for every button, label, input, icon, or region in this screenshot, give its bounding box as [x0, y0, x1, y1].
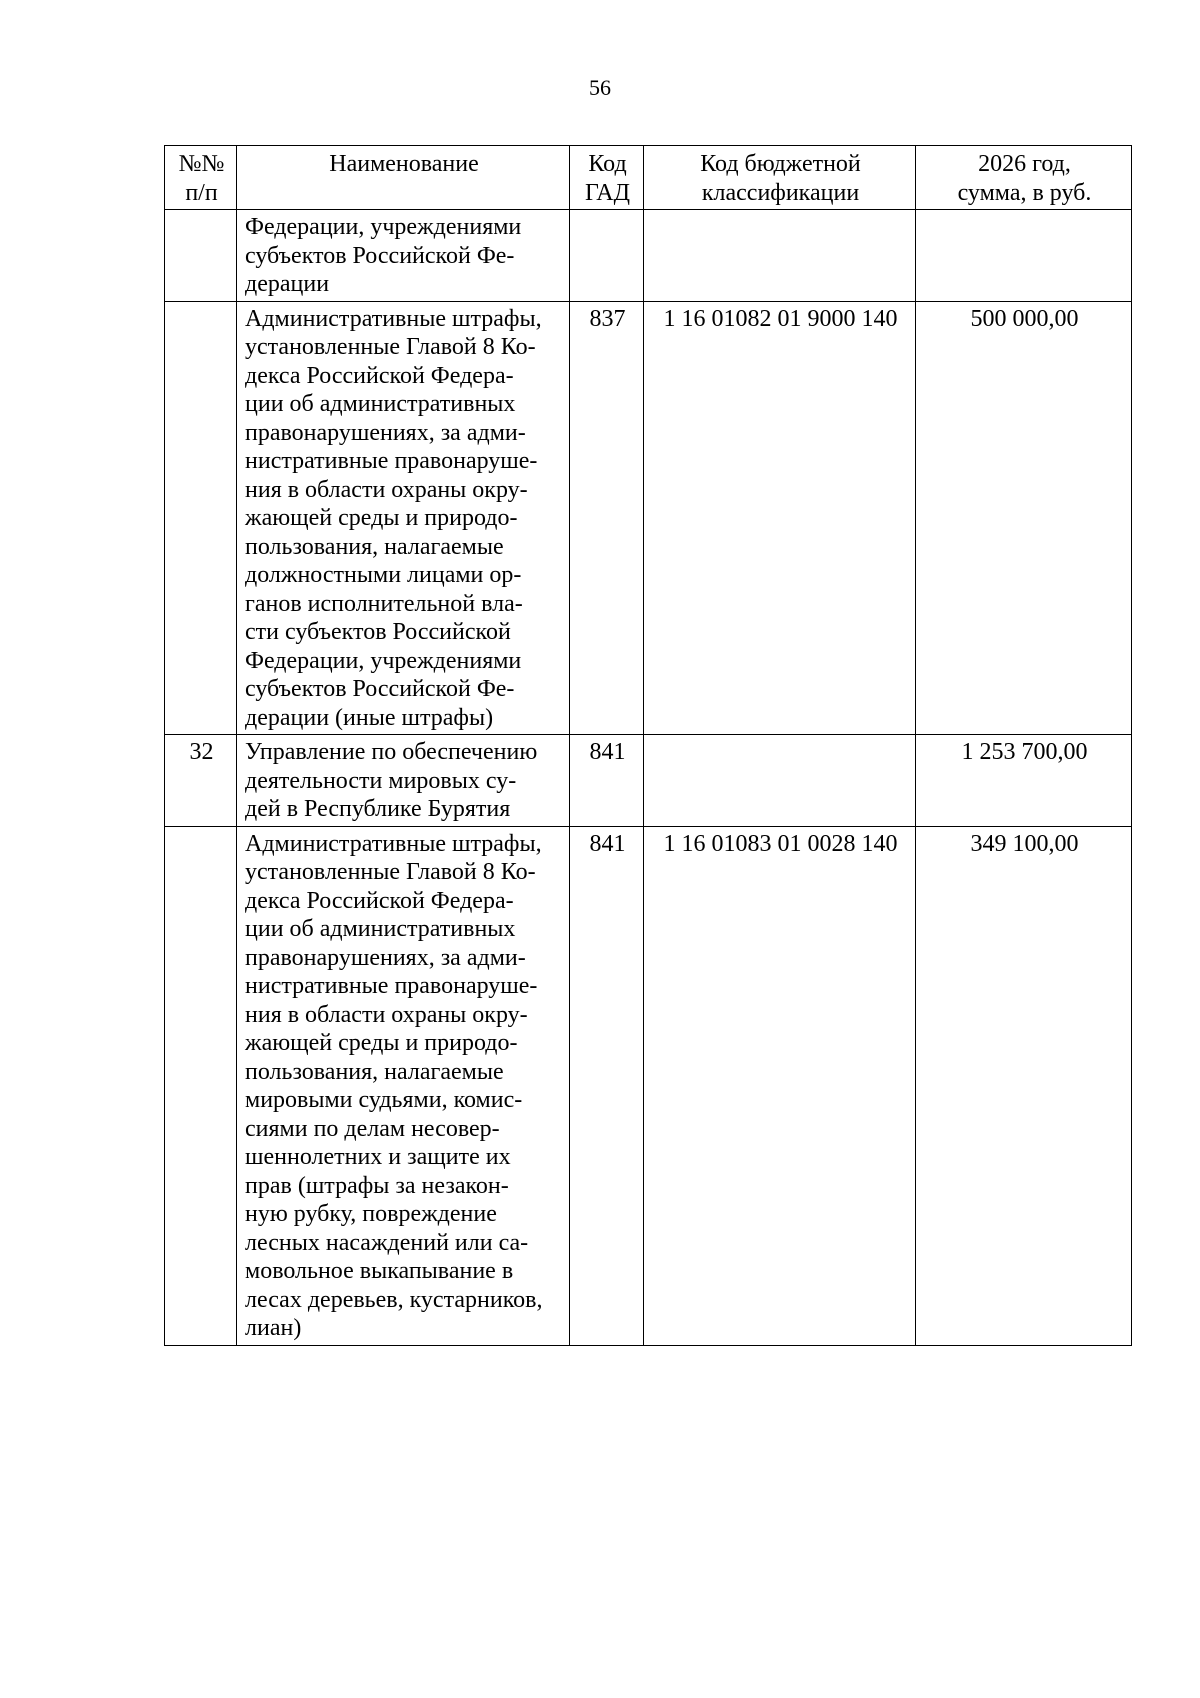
row-budget-code-cell: 1 16 01082 01 9000 140	[644, 301, 916, 735]
row-budget-code-cell	[644, 210, 916, 302]
row-sum-cell	[916, 210, 1132, 302]
row-sum-cell: 500 000,00	[916, 301, 1132, 735]
row-gad-cell: 837	[570, 301, 644, 735]
row-number-cell	[165, 826, 237, 1345]
header-row-number: №№ п/п	[165, 146, 237, 210]
table-row	[165, 826, 1132, 1345]
row-name-cell: Административные штрафы, установленные Главой 8 Ко- декса Российской Федера- ции об административных правонарушениях, за адми- нистративные правонаруше- ния в области охраны окру- жающей среды и природо- пользования, налагаемые мировыми судьями, комис- сиями по делам несовер- шеннолетних и защите их прав (штрафы за незакон- ную рубку, повреждение лесных насаждений или са- мовольное выкапывание в лесах деревьев, кустарников, лиан)	[237, 826, 570, 1345]
table-row	[165, 301, 1132, 735]
header-name: Наименование	[237, 146, 570, 210]
row-gad-cell: 841	[570, 826, 644, 1345]
row-sum-cell: 1 253 700,00	[916, 735, 1132, 827]
page-number: 56	[589, 75, 611, 100]
row-budget-code-cell: 1 16 01083 01 0028 140	[644, 826, 916, 1345]
table-header-row	[165, 146, 1132, 210]
row-number-cell: 32	[165, 735, 237, 827]
row-name-cell: Федерации, учреждениями субъектов Российской Фе- дерации	[237, 210, 570, 302]
budget-table	[164, 145, 1132, 1346]
row-gad-cell: 841	[570, 735, 644, 827]
header-sum-2026: 2026 год, сумма, в руб.	[916, 146, 1132, 210]
header-gad-code: Код ГАД	[570, 146, 644, 210]
row-sum-cell: 349 100,00	[916, 826, 1132, 1345]
row-budget-code-cell	[644, 735, 916, 827]
row-name-cell: Управление по обеспечению деятельности мировых су- дей в Республике Бурятия	[237, 735, 570, 827]
table-row	[165, 735, 1132, 827]
row-number-cell	[165, 210, 237, 302]
row-number-cell	[165, 301, 237, 735]
row-gad-cell	[570, 210, 644, 302]
table-row	[165, 210, 1132, 302]
row-name-cell: Административные штрафы, установленные Главой 8 Ко- декса Российской Федера- ции об административных правонарушениях, за адми- нистративные правонаруше- ния в области охраны окру- жающей среды и природо- пользования, налагаемые должностными лицами ор- ганов исполнительной вла- сти субъектов Российской Федерации, учреждениями субъектов Российской Фе- дерации (иные штрафы)	[237, 301, 570, 735]
header-budget-code: Код бюджетной классификации	[644, 146, 916, 210]
